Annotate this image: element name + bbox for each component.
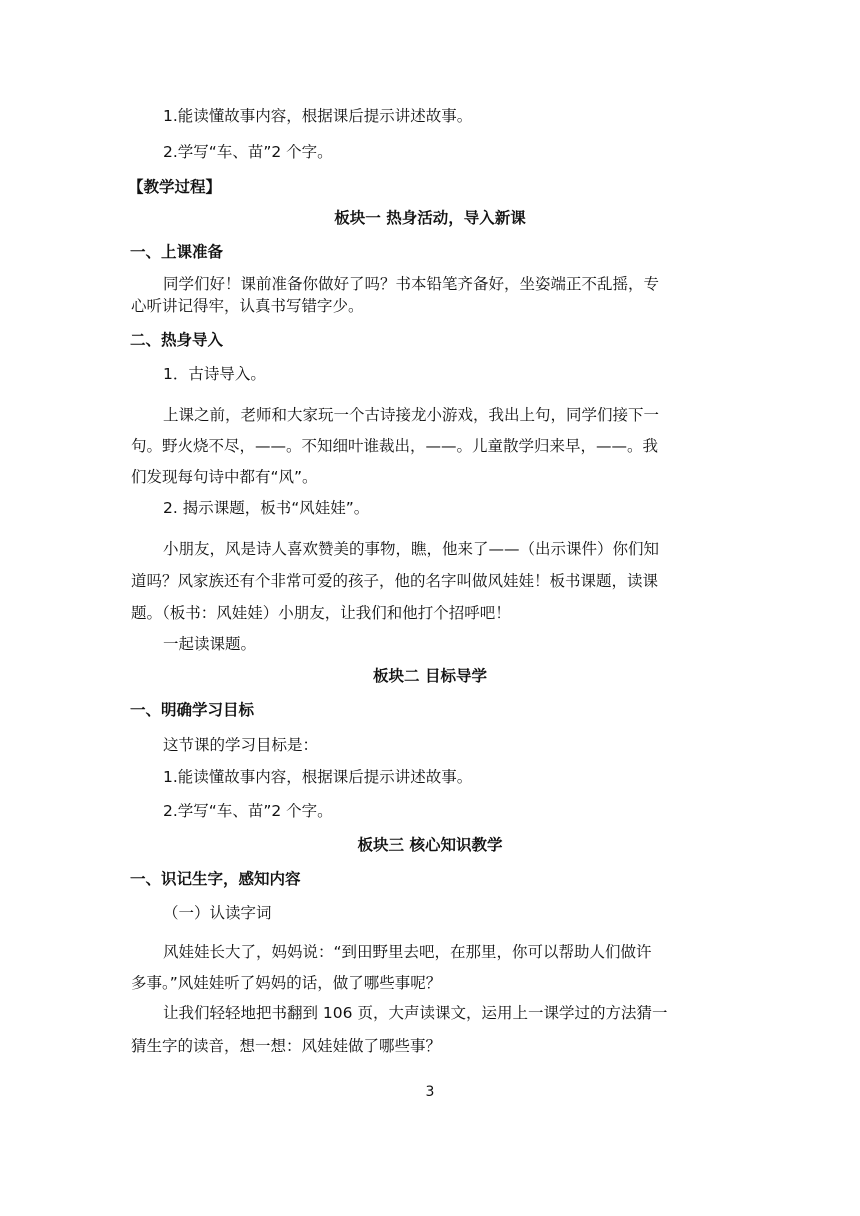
block1-title: 板块一 热身活动，导入新课 [334,209,526,227]
block2-goal-2: 2.学写“车、苗”2 个字。 [163,802,333,820]
block3-para1-line2: 多事。”风娃娃听了妈妈的话，做了哪些事呢？ [131,974,442,992]
process-heading: 【教学过程】 [128,178,222,196]
block1-item1-para-line2: 句。野火烧不尽，——。不知细叶谁裁出，——。儿童散学归来早，——。我 [131,437,659,455]
block1-item1-para-line3: 们发现每句诗中都有“风”。 [131,468,318,486]
block1-sec1-heading: 一、上课准备 [130,243,224,261]
block2-intro: 这节课的学习目标是： [163,736,319,754]
block1-sec1-para-line2: 心听讲记得牢，认真书写错字少。 [131,297,364,315]
block2-sec1-heading: 一、明确学习目标 [130,701,255,719]
block1-item2-last: 一起读课题。 [163,635,257,653]
block1-sec1-para-line1: 同学们好！课前准备你做好了吗？书本铅笔齐备好，坐姿端正不乱摇，专 [163,275,660,293]
block2-goal-1: 1.能读懂故事内容，根据课后提示讲述故事。 [163,768,473,786]
block1-item2: 2. 揭示课题，板书“风娃娃”。 [163,499,370,517]
top-goal-1: 1.能读懂故事内容，根据课后提示讲述故事。 [163,107,473,125]
block1-item1-para-line1: 上课之前，老师和大家玩一个古诗接龙小游戏，我出上句，同学们接下一 [163,406,660,424]
block3-title: 板块三 核心知识教学 [357,836,503,854]
block1-item1: 1．古诗导入。 [163,365,266,383]
block3-para1-line1: 风娃娃长大了，妈妈说：“到田野里去吧，在那里，你可以帮助人们做许 [163,943,652,961]
block3-para2-line1: 让我们轻轻地把书翻到 106 页，大声读课文，运用上一课学过的方法猜一 [163,1004,668,1022]
block3-sub1: （一）认读字词 [163,904,272,922]
block3-sec1-heading: 一、识记生字，感知内容 [130,870,301,888]
block1-item2-para-line1: 小朋友，风是诗人喜欢赞美的事物，瞧，他来了——（出示课件）你们知 [163,540,660,558]
block1-item2-para-line3: 题。（板书：风娃娃）小朋友，让我们和他打个招呼吧！ [131,604,511,622]
block3-para2-line2: 猜生字的读音，想一想：风娃娃做了哪些事？ [131,1037,442,1055]
top-goal-2: 2.学写“车、苗”2 个字。 [163,143,333,161]
block1-sec2-heading: 二、热身导入 [130,331,224,349]
page-number: 3 [425,1084,435,1100]
block1-item2-para-line2: 道吗？风家族还有个非常可爱的孩子，他的名字叫做风娃娃！板书课题，读课 [131,572,659,590]
block2-title: 板块二 目标导学 [373,667,487,685]
